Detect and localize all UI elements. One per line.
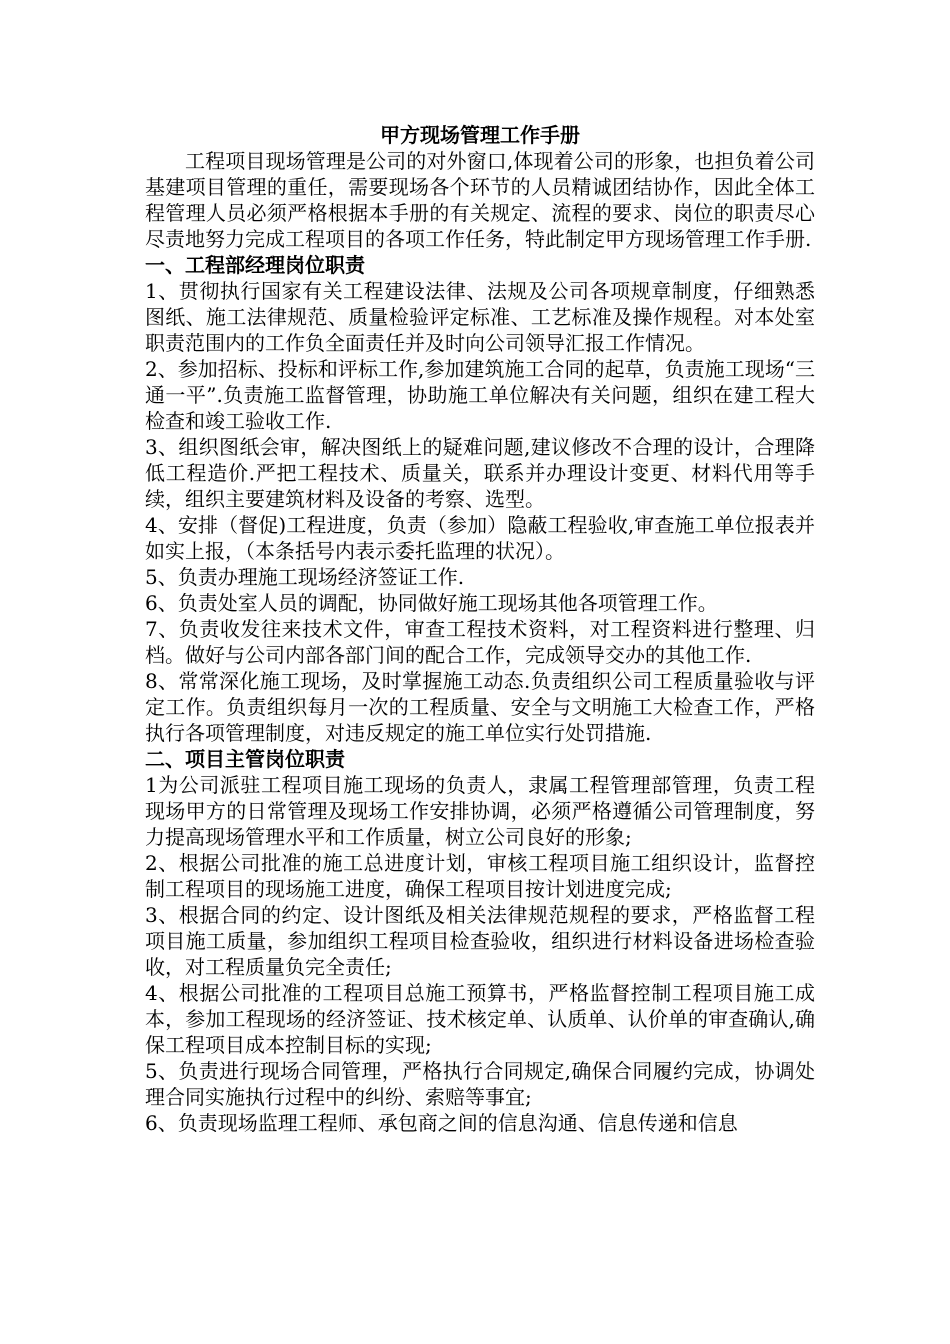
section-heading-manager: 一、工程部经理岗位职责 (145, 253, 365, 277)
list-item: 1为公司派驻工程项目施工现场的负责人，隶属工程管理部管理，负责工程现场甲方的日常管理及现场工作安排协调，必须严格遵循公司管理制度，努力提高现场管理水平和工作质量，树立公司良好的形象; (145, 773, 815, 849)
intro-paragraph: 工程项目现场管理是公司的对外窗口,体现着公司的形象，也担负着公司基建项目管理的重任，需要现场各个环节的人员精诚团结协作，因此全体工程管理人员必须严格根据本手册的有关规定、流程的要求、岗位的职责尽心尽责地努力完成工程项目的各项工作任务，特此制定甲方现场管理工作手册. (145, 149, 815, 251)
list-item: 5、负责办理施工现场经济签证工作. (145, 565, 465, 589)
document-title: 甲方现场管理工作手册 (380, 123, 580, 147)
list-item: 3、根据合同的约定、设计图纸及相关法律规范规程的要求，严格监督工程项目施工质量，参加组织工程项目检查验收，组织进行材料设备进场检查验收，对工程质量负完全责任; (145, 903, 815, 979)
list-item: 6、负责处室人员的调配，协同做好施工现场其他各项管理工作。 (145, 591, 718, 615)
list-item: 2、根据公司批准的施工总进度计划，审核工程项目施工组织设计，监督控制工程项目的现场施工进度，确保工程项目按计划进度完成; (145, 851, 815, 901)
list-item: 3、组织图纸会审，解决图纸上的疑难问题,建议修改不合理的设计，合理降低工程造价.严把工程技术、质量关，联系并办理设计变更、材料代用等手续，组织主要建筑材料及设备的考察、选型。 (145, 435, 815, 511)
section-heading-supervisor: 二、项目主管岗位职责 (145, 747, 345, 771)
list-item: 7、负责收发往来技术文件，审查工程技术资料，对工程资料进行整理、归档。做好与公司内部各部门间的配合工作，完成领导交办的其他工作. (145, 617, 815, 667)
list-item: 5、负责进行现场合同管理，严格执行合同规定,确保合同履约完成，协调处理合同实施执行过程中的纠纷、索赔等事宜; (145, 1059, 815, 1109)
document-page (145, 122, 815, 1136)
list-item: 4、安排（督促)工程进度，负责（参加）隐蔽工程验收,审查施工单位报表并如实上报，（本条括号内表示委托监理的状况）。 (145, 513, 815, 563)
list-item: 1、贯彻执行国家有关工程建设法律、法规及公司各项规章制度，仔细熟悉图纸、施工法律规范、质量检验评定标准、工艺标准及操作规程。对本处室职责范围内的工作负全面责任并及时向公司领导汇报工作情况。 (145, 279, 815, 355)
list-item: 8、常常深化施工现场，及时掌握施工动态.负责组织公司工程质量验收与评定工作。负责组织每月一次的工程质量、安全与文明施工大检查工作，严格执行各项管理制度，对违反规定的施工单位实行处罚措施. (145, 669, 815, 745)
list-item: 2、参加招标、投标和评标工作,参加建筑施工合同的起草，负责施工现场“三通一平”.负责施工监督管理，协助施工单位解决有关问题，组织在建工程大检查和竣工验收工作. (145, 357, 815, 433)
list-item: 6、负责现场监理工程师、承包商之间的信息沟通、信息传递和信息 (145, 1111, 738, 1135)
list-item: 4、根据公司批准的工程项目总施工预算书，严格监督控制工程项目施工成本，参加工程现场的经济签证、技术核定单、认质单、认价单的审查确认,确保工程项目成本控制目标的实现; (145, 981, 815, 1057)
